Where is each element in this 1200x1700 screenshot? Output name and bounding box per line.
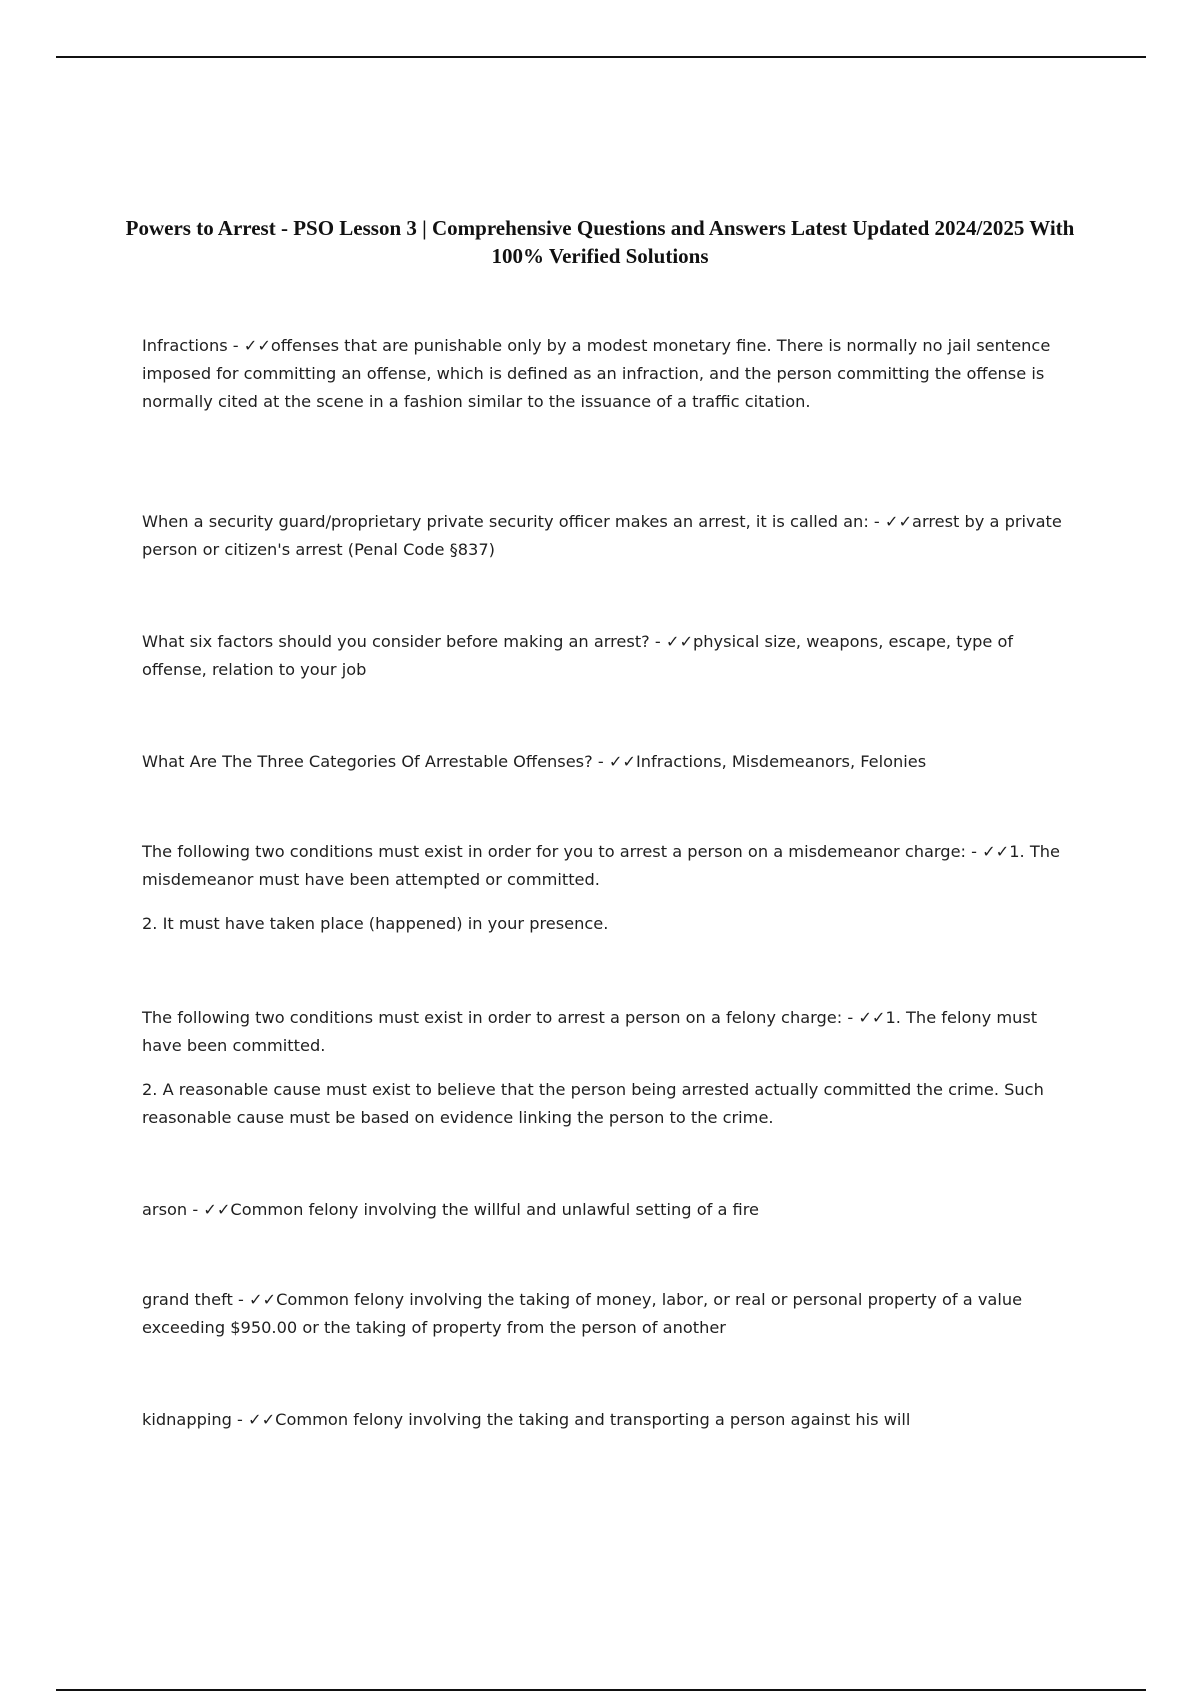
qa-item-felony-conditions — [142, 1004, 1062, 1132]
qa-text-continued: 2. It must have taken place (happened) in your presence. — [142, 914, 609, 933]
bottom-rule — [56, 1689, 1146, 1691]
qa-text-continued: 2. A reasonable cause must exist to believe that the person being arrested actually committed the crime. Such reasonable cause must be based on evidence linking the person to the crime. — [142, 1080, 1044, 1127]
qa-item-citizens-arrest — [142, 508, 1062, 564]
qa-item-infractions — [142, 332, 1062, 416]
document-title: Powers to Arrest - PSO Lesson 3 | Comprehensive Questions and Answers Latest Updated 2024/2025 With 100% Verified Solutions — [125, 216, 1075, 268]
qa-text: Infractions - ✓✓offenses that are punishable only by a modest monetary fine. There is normally no jail sentence imposed for committing an offense, which is defined as an infraction, and the person committing the offense is normally cited at the scene in a fashion similar to the issuance of a traffic citation. — [142, 336, 1051, 411]
qa-item-arson — [142, 1196, 1062, 1224]
top-rule — [56, 56, 1146, 58]
qa-item-three-categories — [142, 748, 1062, 776]
qa-item-six-factors — [142, 628, 1062, 684]
qa-text: arson - ✓✓Common felony involving the willful and unlawful setting of a fire — [142, 1200, 759, 1219]
qa-text: What Are The Three Categories Of Arrestable Offenses? - ✓✓Infractions, Misdemeanors, Felonies — [142, 752, 927, 771]
qa-text: The following two conditions must exist in order for you to arrest a person on a misdemeanor charge: - ✓✓1. The misdemeanor must have been attempted or committed. — [142, 842, 1060, 889]
qa-item-misdemeanor-conditions — [142, 838, 1062, 938]
qa-item-grand-theft — [142, 1286, 1062, 1342]
qa-item-kidnapping — [142, 1406, 1062, 1434]
qa-text: kidnapping - ✓✓Common felony involving the taking and transporting a person against his will — [142, 1410, 911, 1429]
qa-text: When a security guard/proprietary private security officer makes an arrest, it is called an: - ✓✓arrest by a private person or citizen's arrest (Penal Code §837) — [142, 512, 1062, 559]
qa-text: What six factors should you consider before making an arrest? - ✓✓physical size, weapons, escape, type of offense, relation to your job — [142, 632, 1014, 679]
qa-text: grand theft - ✓✓Common felony involving the taking of money, labor, or real or personal property of a value exceeding $950.00 or the taking of property from the person of another — [142, 1290, 1023, 1337]
qa-text: The following two conditions must exist in order to arrest a person on a felony charge: - ✓✓1. The felony must have been committed. — [142, 1008, 1038, 1055]
